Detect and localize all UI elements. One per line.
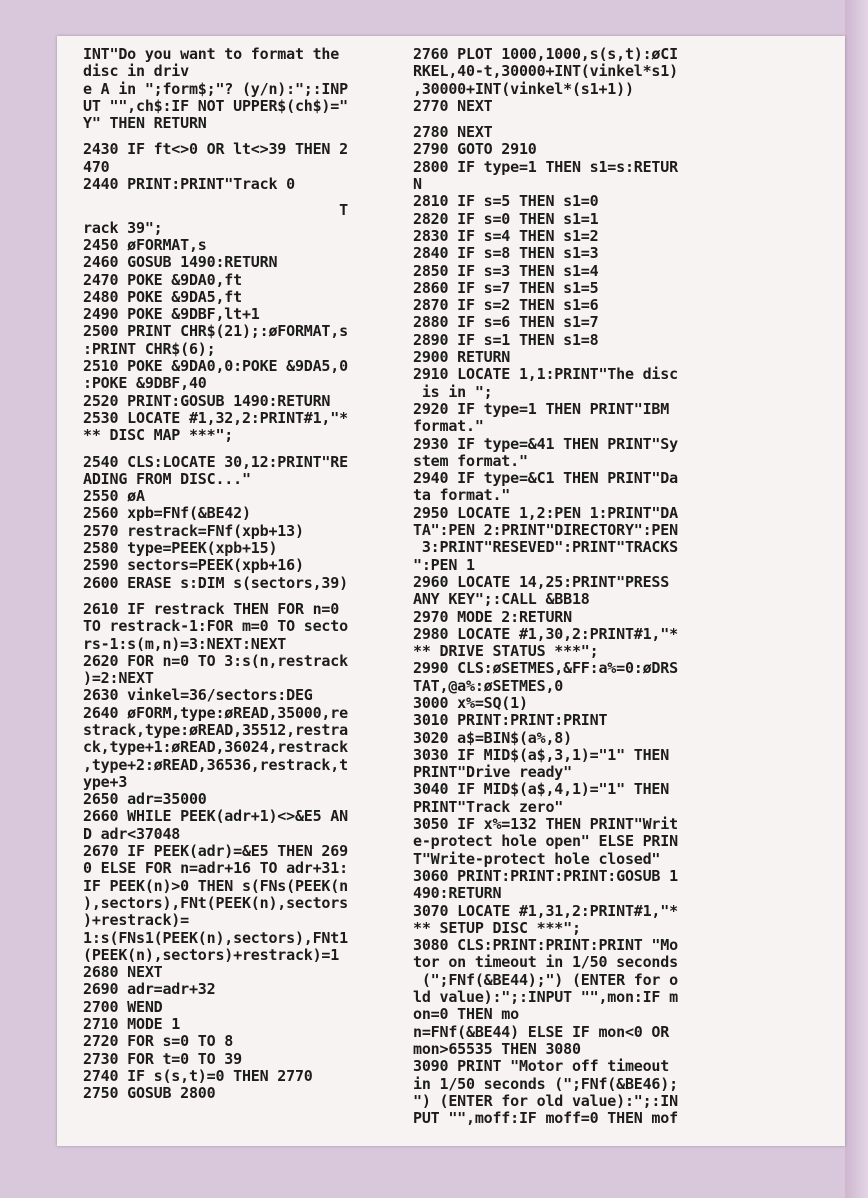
code-line: ANY KEY";:CALL &BB18 (413, 590, 590, 609)
code-line: 1:s(FNs1(PEEK(n),sectors),FNt1 (83, 928, 348, 947)
code-line: 2570 restrack=FNf(xpb+13) (83, 521, 304, 540)
code-line: ADING FROM DISC..." (83, 469, 251, 488)
code-line: 3010 PRINT:PRINT:PRINT (413, 711, 608, 730)
code-line: 2960 LOCATE 14,25:PRINT"PRESS (413, 572, 670, 591)
code-line: 2850 IF s=3 THEN s1=4 (413, 261, 599, 280)
code-line: e A in ";form$;"? (y/n):";:INP (83, 79, 348, 98)
code-line: rs-1:s(m,n)=3:NEXT:NEXT (83, 634, 287, 653)
code-line: 2550 øA (83, 487, 145, 506)
code-line: IF PEEK(n)>0 THEN s(FNs(PEEK(n (83, 876, 348, 895)
code-line: 2670 IF PEEK(adr)=&E5 THEN 269 (83, 842, 348, 861)
code-line: 2610 IF restrack THEN FOR n=0 (83, 599, 340, 618)
code-line: TA":PEN 2:PRINT"DIRECTORY":PEN (413, 521, 678, 540)
code-line: INT"Do you want to format the (83, 45, 340, 63)
code-line: ** DISC MAP ***"; (83, 426, 234, 445)
code-line: :PRINT CHR$(6); (83, 339, 216, 358)
code-line: ck,type+1:øREAD,36024,restrack (83, 738, 348, 757)
code-line: ** DRIVE STATUS ***"; (413, 642, 599, 661)
code-line: 2880 IF s=6 THEN s1=7 (413, 313, 599, 332)
code-line: 2630 vinkel=36/sectors:DEG (83, 686, 313, 705)
code-line: 2720 FOR s=0 TO 8 (83, 1032, 234, 1051)
code-line: 2870 IF s=2 THEN s1=6 (413, 296, 599, 315)
code-line: 3080 CLS:PRINT:PRINT:PRINT "Mo (413, 936, 678, 955)
code-line: ),sectors),FNt(PEEK(n),sectors (83, 893, 348, 912)
code-line: 2750 GOSUB 2800 (83, 1084, 216, 1103)
code-line: N (413, 175, 422, 194)
code-line: 3040 IF MID$(a$,4,1)="1" THEN (413, 780, 670, 799)
code-line: Y" THEN RETURN (83, 114, 207, 133)
code-line: 2690 adr=adr+32 (83, 980, 216, 999)
code-line: 2990 CLS:øSETMES,&FF:a%=0:øDRS (413, 659, 678, 678)
code-line: 2660 WHILE PEEK(adr+1)<>&E5 AN (83, 807, 348, 826)
code-line: is in "; (413, 382, 493, 401)
right-code-column (413, 46, 789, 1127)
code-line: 2890 IF s=1 THEN s1=8 (413, 330, 599, 349)
code-line: 2940 IF type=&C1 THEN PRINT"Da (413, 469, 678, 488)
code-line: 2770 NEXT (413, 96, 493, 115)
code-line: 2520 PRINT:GOSUB 1490:RETURN (83, 391, 331, 410)
code-line: 2730 FOR t=0 TO 39 (83, 1049, 242, 1068)
code-line: ,30000+INT(vinkel*(s1+1)) (413, 79, 634, 98)
code-line: 2820 IF s=0 THEN s1=1 (413, 209, 599, 228)
code-line: 3030 IF MID$(a$,3,1)="1" THEN (413, 745, 670, 764)
code-line: 2930 IF type=&41 THEN PRINT"Sy (413, 434, 678, 453)
code-line: T"Write-protect hole closed" (413, 849, 661, 868)
code-line: 2860 IF s=7 THEN s1=5 (413, 278, 599, 297)
code-line: 2760 PLOT 1000,1000,s(s,t):øCI (413, 45, 678, 63)
code-line: ld value):";:INPUT "",mon:IF m (413, 988, 678, 1007)
code-line: in 1/50 seconds (";FNf(&BE46); (413, 1074, 678, 1093)
code-line: 0 ELSE FOR n=adr+16 TO adr+31: (83, 859, 348, 878)
code-line: ") (ENTER for old value):";:IN (413, 1091, 678, 1110)
code-line: 2910 LOCATE 1,1:PRINT"The disc (413, 365, 678, 384)
code-line: 470 (83, 157, 110, 176)
code-line: UT "",ch$:IF NOT UPPER$(ch$)=" (83, 96, 348, 115)
code-line: 2740 IF s(s,t)=0 THEN 2770 (83, 1066, 313, 1085)
code-line: 2840 IF s=8 THEN s1=3 (413, 244, 599, 263)
code-line: 2460 GOSUB 1490:RETURN (83, 253, 278, 272)
code-line: PRINT"Track zero" (413, 797, 564, 816)
code-line: 3070 LOCATE #1,31,2:PRINT#1,"* (413, 901, 678, 920)
code-line: ta format." (413, 486, 511, 505)
code-line: 2560 xpb=FNf(&BE42) (83, 504, 251, 523)
code-line: 2810 IF s=5 THEN s1=0 (413, 192, 599, 211)
code-line: 2500 PRINT CHR$(21);:øFORMAT,s (83, 322, 348, 341)
code-line: 2480 POKE &9DA5,ft (83, 287, 242, 306)
code-line: format." (413, 417, 484, 436)
code-line: 2510 POKE &9DA0,0:POKE &9DA5,0 (83, 357, 348, 376)
code-line: 2790 GOTO 2910 (413, 140, 537, 159)
code-line: 3050 IF x%=132 THEN PRINT"Writ (413, 815, 678, 834)
code-line: :POKE &9DBF,40 (83, 374, 207, 393)
left-code-column (83, 46, 459, 1103)
code-line: 3:PRINT"RESEVED":PRINT"TRACKS (413, 538, 678, 557)
code-line: 2830 IF s=4 THEN s1=2 (413, 226, 599, 245)
code-line: PUT "",moff:IF moff=0 THEN mof (413, 1109, 678, 1128)
code-line: (";FNf(&BE44);") (ENTER for o (413, 970, 678, 989)
code-line: 2680 NEXT (83, 963, 163, 982)
code-line: 2920 IF type=1 THEN PRINT"IBM (413, 399, 670, 418)
code-line: 2440 PRINT:PRINT"Track 0 (83, 175, 295, 194)
document-page (57, 36, 845, 1146)
code-line: )+restrack)= (83, 911, 189, 930)
code-line: 3060 PRINT:PRINT:PRINT:GOSUB 1 (413, 866, 678, 885)
code-line: tor on timeout in 1/50 seconds (413, 953, 678, 972)
code-line: ype+3 (83, 772, 128, 791)
code-line: 2490 POKE &9DBF,lt+1 (83, 305, 260, 324)
code-line: 2450 øFORMAT,s (83, 235, 207, 254)
code-line: 3000 x%=SQ(1) (413, 693, 528, 712)
code-line: RKEL,40-t,30000+INT(vinkel*s1) (413, 62, 678, 81)
code-line: disc in driv (83, 62, 189, 81)
code-line: 3090 PRINT "Motor off timeout (413, 1057, 670, 1076)
code-line: 2590 sectors=PEEK(xpb+16) (83, 556, 304, 575)
code-line: 2980 LOCATE #1,30,2:PRINT#1,"* (413, 624, 678, 643)
code-line: 2970 MODE 2:RETURN (413, 607, 572, 626)
code-line: 490:RETURN (413, 884, 502, 903)
code-line: (PEEK(n),sectors)+restrack)=1 (83, 945, 340, 964)
code-line: 2430 IF ft<>0 OR lt<>39 THEN 2 (83, 140, 348, 159)
code-line: 2650 adr=35000 (83, 790, 207, 809)
code-line: 2540 CLS:LOCATE 30,12:PRINT"RE (83, 452, 348, 471)
code-line: ,type+2:øREAD,36536,restrack,t (83, 755, 348, 774)
code-line: 2530 LOCATE #1,32,2:PRINT#1,"* (83, 408, 348, 427)
code-line: 2470 POKE &9DA0,ft (83, 270, 242, 289)
code-line: ":PEN 1 (413, 555, 475, 574)
code-line: TAT,@a%:øSETMES,0 (413, 676, 564, 695)
code-line: 2600 ERASE s:DIM s(sectors,39) (83, 573, 348, 592)
code-line: D adr<37048 (83, 824, 181, 843)
code-line: 3020 a$=BIN$(a%,8) (413, 728, 572, 747)
code-line: TO restrack-1:FOR m=0 TO secto (83, 617, 348, 636)
code-line: )=2:NEXT (83, 669, 154, 688)
code-line: e-protect hole open" ELSE PRIN (413, 832, 678, 851)
code-line: strack,type:øREAD,35512,restra (83, 720, 348, 739)
code-line: 2640 øFORM,type:øREAD,35000,re (83, 703, 348, 722)
code-line: mon>65535 THEN 3080 (413, 1039, 581, 1058)
code-line: on=0 THEN mo (413, 1005, 519, 1024)
code-line: 2780 NEXT (413, 123, 493, 142)
code-line: 2710 MODE 1 (83, 1015, 181, 1034)
code-line: T (83, 201, 348, 220)
code-line: ** SETUP DISC ***"; (413, 918, 581, 937)
code-line: 2580 type=PEEK(xpb+15) (83, 539, 278, 558)
code-line: 2700 WEND (83, 997, 163, 1016)
code-line: PRINT"Drive ready" (413, 763, 572, 782)
code-line: rack 39"; (83, 218, 163, 237)
code-line: 2950 LOCATE 1,2:PEN 1:PRINT"DA (413, 503, 678, 522)
code-line: 2800 IF type=1 THEN s1=s:RETUR (413, 157, 678, 176)
code-line: 2900 RETURN (413, 348, 511, 367)
code-line: n=FNf(&BE44) ELSE IF mon<0 OR (413, 1022, 670, 1041)
code-line: stem format." (413, 451, 528, 470)
code-line: 2620 FOR n=0 TO 3:s(n,restrack (83, 651, 348, 670)
page-edge-shadow (845, 0, 868, 1198)
